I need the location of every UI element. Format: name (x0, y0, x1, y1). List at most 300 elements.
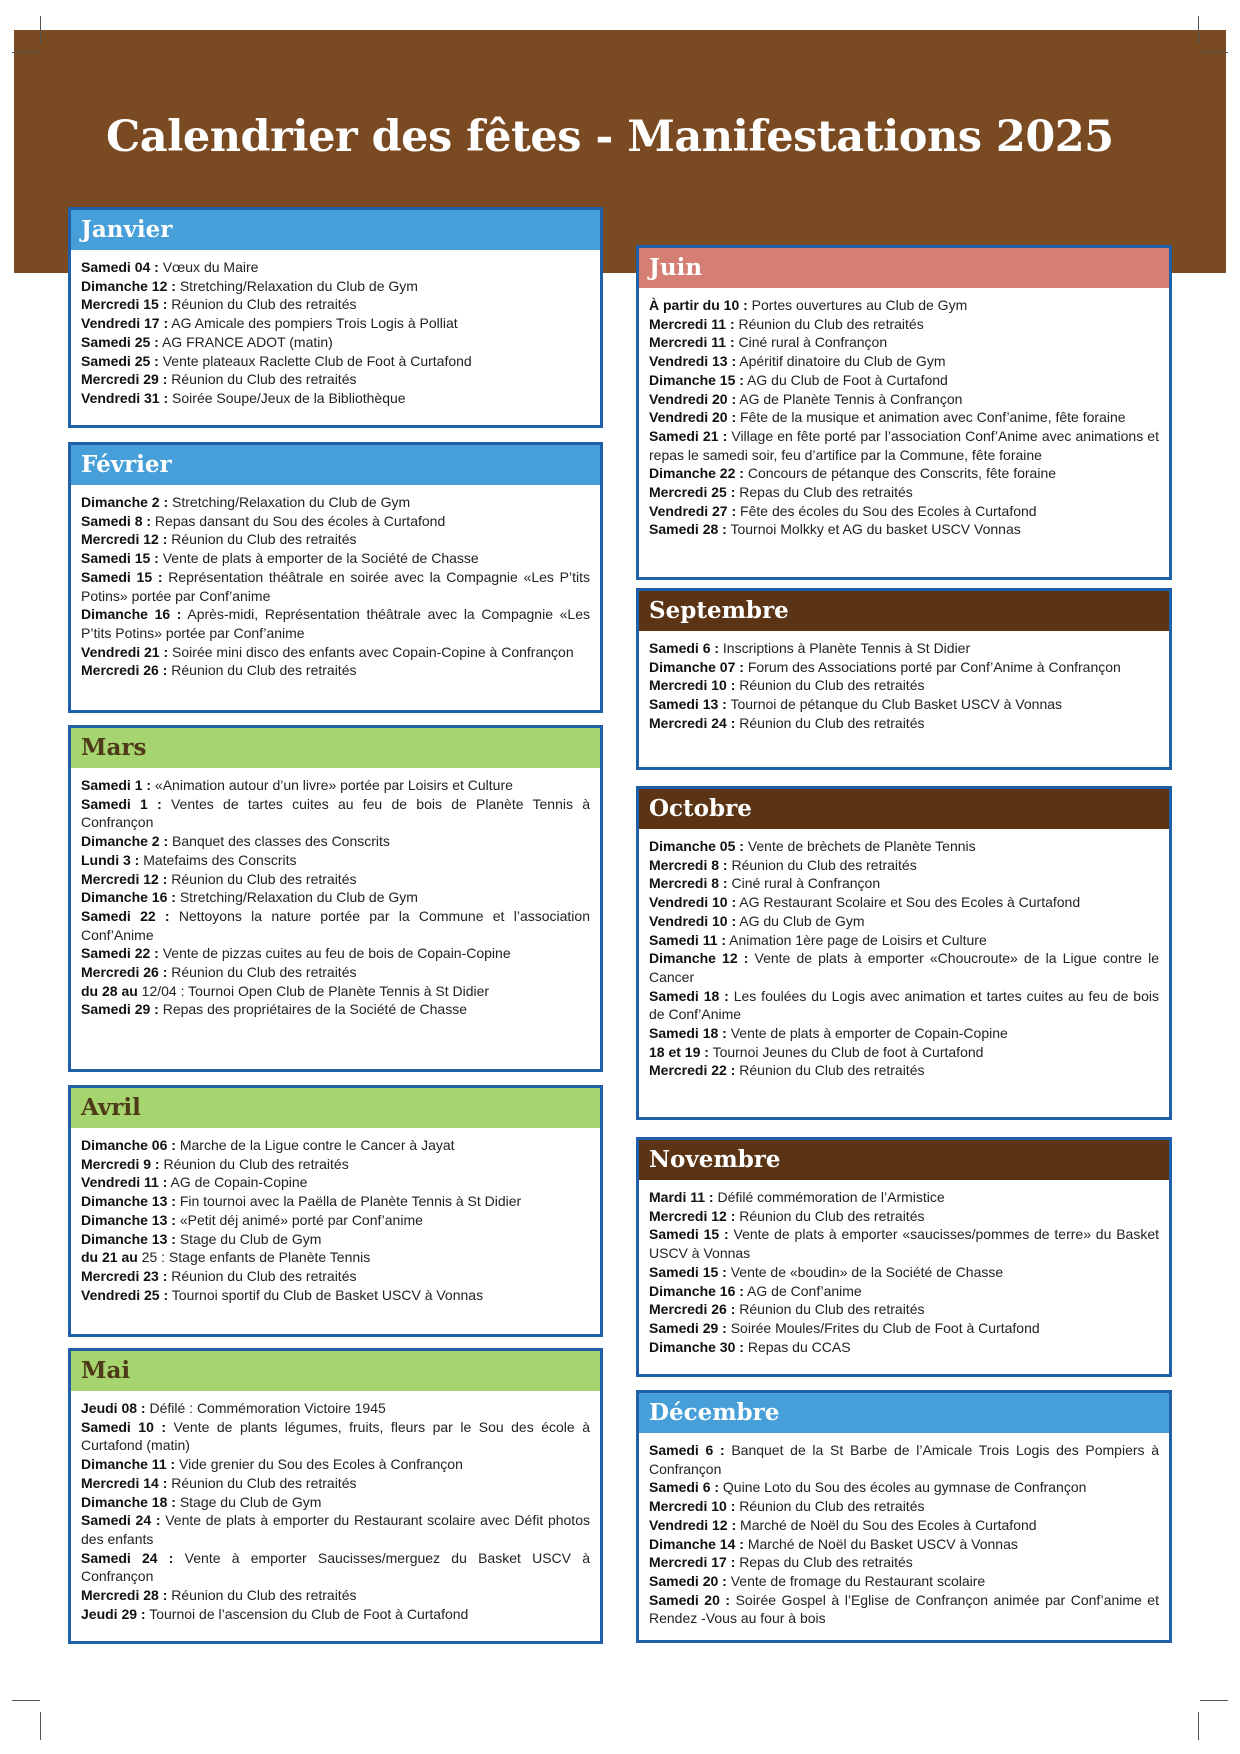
event-description: Tournoi de pétanque du Club Basket USCV à Vonnas (726, 696, 1063, 713)
event-item (81, 1418, 590, 1455)
event-description: Vente plateaux Raclette Club de Foot à Curtafond (158, 352, 472, 369)
month-header: Avril (71, 1088, 600, 1128)
event-day: Mercredi 28 : (81, 1587, 168, 1604)
event-day: Jeudi 29 : (81, 1605, 146, 1622)
event-day: Vendredi 11 : (81, 1174, 168, 1191)
month-header: Octobre (639, 789, 1169, 829)
event-day: Dimanche 12 : (649, 950, 749, 967)
event-item (649, 315, 1159, 334)
event-day: Dimanche 11 : (81, 1456, 176, 1473)
event-item (81, 333, 590, 352)
event-description: Réunion du Club des retraités (727, 856, 917, 873)
event-item (649, 464, 1159, 483)
event-day: Dimanche 2 : (81, 833, 169, 850)
event-description: Réunion du Club des retraités (167, 1587, 357, 1604)
event-item (649, 714, 1159, 733)
crop-mark (1200, 1700, 1228, 1701)
event-description: Soirée mini disco des enfants avec Copain-Copine à Confrançon (168, 643, 574, 660)
event-day: Samedi 22 : (81, 945, 159, 962)
event-day: Samedi 15 : (81, 568, 163, 585)
event-day: Dimanche 14 : (649, 1535, 744, 1552)
event-day: Mercredi 11 : (649, 334, 735, 351)
event-item (649, 483, 1159, 502)
event-day: Mercredi 10 : (649, 677, 736, 694)
event-day: Mercredi 15 : (81, 296, 168, 313)
event-item (81, 643, 590, 662)
event-item (649, 427, 1159, 464)
event-item (649, 352, 1159, 371)
crop-mark (40, 16, 41, 44)
event-description: Stretching/Relaxation du Club de Gym (175, 277, 418, 294)
event-day: Vendredi 31 : (81, 389, 169, 406)
event-description: Vente de plats à emporter de Copain-Copine (726, 1025, 1008, 1042)
event-day: Samedi 18 : (649, 1025, 727, 1042)
event-day: Samedi 28 : (649, 521, 727, 538)
event-item (81, 1399, 590, 1418)
event-item (649, 390, 1159, 409)
event-day: À partir du 10 : (649, 297, 748, 313)
event-description: Village en fête porté par l’association Conf’Anime avec animations et repas le samedi soir, feu d’artifice par la Commune, fête foraine (649, 427, 1159, 463)
event-description: Vente de fromage du Restaurant scolaire (726, 1572, 986, 1589)
month-header: Mars (71, 728, 600, 768)
event-description: Banquet de la St Barbe de l’Amicale Trois Logis des Pompiers à Confrançon (649, 1442, 1160, 1477)
event-item (649, 1061, 1159, 1080)
event-description: Marche de la Ligue contre le Cancer à Jayat (175, 1137, 455, 1153)
event-day: Vendredi 12 : (649, 1516, 737, 1533)
event-item (649, 1043, 1159, 1062)
event-day: Samedi 25 : (81, 352, 159, 369)
event-description: Réunion du Club des retraités (735, 1498, 925, 1515)
event-item (649, 502, 1159, 521)
event-day: Mercredi 22 : (649, 1062, 736, 1079)
event-description: Réunion du Club des retraités (167, 964, 357, 981)
event-item (649, 1478, 1159, 1497)
month-header: Juin (639, 248, 1169, 288)
event-list (71, 485, 600, 686)
month-box-septembre (636, 588, 1172, 770)
event-description: Ventes de tartes cuites au feu de bois de Planète Tennis à Confrançon (81, 795, 591, 831)
event-description: Vente de pizzas cuites au feu de bois de Copain-Copine (158, 945, 511, 962)
event-description: Réunion du Club des retraités (734, 315, 924, 332)
event-item (649, 1535, 1159, 1554)
event-description: Réunion du Club des retraités (735, 1301, 925, 1318)
event-day: Dimanche 13 : (81, 1211, 176, 1228)
event-item (81, 1192, 590, 1211)
event-description: Inscriptions à Planète Tennis à St Didier (719, 640, 971, 656)
crop-mark (40, 1712, 41, 1740)
event-item (649, 676, 1159, 695)
event-item (649, 1553, 1159, 1572)
event-list (639, 1433, 1169, 1634)
crop-mark (12, 52, 40, 53)
event-item (81, 1455, 590, 1474)
event-item (649, 520, 1159, 539)
event-item (81, 1230, 590, 1249)
event-list (639, 829, 1169, 1086)
month-box-janvier (68, 207, 603, 428)
event-day: Mercredi 12 : (649, 1207, 736, 1224)
event-item (81, 568, 590, 605)
event-day: Samedi 6 : (649, 1442, 725, 1458)
event-item (81, 888, 590, 907)
event-description: Vide grenier du Sou des Ecoles à Confrançon (175, 1456, 463, 1473)
event-day: Samedi 15 : (81, 550, 159, 567)
event-item (649, 1300, 1159, 1319)
event-day: Samedi 25 : (81, 333, 159, 350)
event-item (649, 1441, 1159, 1478)
event-description: «Petit déj animé» porté par Conf’anime (175, 1211, 423, 1228)
event-day: Mercredi 12 : (81, 870, 168, 887)
event-day: Samedi 29 : (649, 1319, 727, 1336)
event-day: Dimanche 22 : (649, 465, 744, 482)
event-item (81, 352, 590, 371)
event-day: Dimanche 18 : (81, 1493, 176, 1510)
event-description: AG du Club de Gym (736, 912, 865, 929)
event-description: Fin tournoi avec la Paëlla de Planète Tennis à St Didier (175, 1193, 522, 1210)
event-item (81, 1136, 590, 1155)
event-item (81, 1605, 590, 1624)
event-list (71, 768, 600, 1025)
month-box-octobre (636, 786, 1172, 1120)
event-description: Réunion du Club des retraités (167, 1474, 357, 1491)
event-item (649, 1225, 1159, 1262)
event-description: Représentation théâtrale en soirée avec la Compagnie «Les P’tits Potins» portée par Conf’anime (81, 568, 590, 604)
event-item (81, 1248, 590, 1267)
event-item (81, 258, 590, 277)
event-day: Mercredi 24 : (649, 714, 736, 731)
event-description: Repas des propriétaires de la Société de Chasse (158, 1001, 468, 1018)
event-day: Dimanche 13 : (81, 1193, 176, 1210)
event-item (81, 982, 590, 1001)
event-item (649, 695, 1159, 714)
event-day: Mercredi 25 : (649, 484, 736, 501)
event-day: Samedi 6 : (649, 640, 720, 656)
event-day: Vendredi 20 : (649, 390, 737, 407)
event-item (649, 856, 1159, 875)
event-item (649, 1024, 1159, 1043)
event-item (81, 1474, 590, 1493)
event-item (81, 832, 590, 851)
event-day: Mercredi 14 : (81, 1474, 168, 1491)
event-description: 25 : Stage enfants de Planète Tennis (137, 1249, 371, 1266)
month-box-juin (636, 245, 1172, 580)
event-item (81, 530, 590, 549)
event-day: Dimanche 07 : (649, 658, 744, 675)
event-day: Mercredi 29 : (81, 371, 168, 388)
event-list (639, 288, 1169, 545)
event-item (649, 371, 1159, 390)
event-day: Samedi 24 : (81, 1549, 174, 1566)
month-box-mai (68, 1348, 603, 1644)
event-item (649, 931, 1159, 950)
event-day: du 21 au (81, 1249, 138, 1266)
event-description: Forum des Associations porté par Conf’Anime à Confrançon (743, 658, 1121, 675)
event-description: Tournoi de l’ascension du Club de Foot à Curtafond (145, 1605, 469, 1622)
event-item (81, 851, 590, 870)
month-box-novembre (636, 1137, 1172, 1377)
event-item (81, 963, 590, 982)
event-day: Mercredi 23 : (81, 1267, 168, 1284)
event-description: Réunion du Club des retraités (735, 714, 925, 731)
event-day: Mercredi 11 : (649, 315, 735, 332)
event-description: Ciné rural à Confrançon (734, 334, 888, 351)
event-list (639, 631, 1169, 739)
event-description: Réunion du Club des retraités (167, 662, 357, 679)
event-day: Vendredi 17 : (81, 315, 169, 332)
event-description: AG de Copain-Copine (167, 1174, 308, 1191)
event-day: Samedi 13 : (649, 696, 727, 713)
event-description: Soirée Moules/Frites du Club de Foot à Curtafond (726, 1319, 1040, 1336)
event-day: Dimanche 16 : (649, 1282, 744, 1299)
event-day: Mardi 11 : (649, 1189, 714, 1205)
event-day: Vendredi 10 : (649, 894, 737, 911)
event-description: Vœux du Maire (158, 259, 259, 275)
event-description: Vente de plats à emporter du Restaurant scolaire avec Défit photos des enfants (81, 1512, 590, 1547)
month-header: Février (71, 445, 600, 485)
event-item (649, 893, 1159, 912)
event-item (81, 907, 590, 944)
event-day: Dimanche 12 : (81, 277, 176, 294)
event-day: Samedi 18 : (649, 987, 729, 1004)
event-item (649, 296, 1159, 315)
event-description: Réunion du Club des retraités (159, 1155, 349, 1172)
event-day: Vendredi 21 : (81, 643, 169, 660)
event-item (81, 1267, 590, 1286)
event-item (649, 333, 1159, 352)
event-item (81, 389, 590, 408)
event-description: «Animation autour d’un livre» portée par Loisirs et Culture (151, 777, 513, 793)
event-day: Samedi 04 : (81, 259, 159, 275)
event-item (649, 874, 1159, 893)
month-box-avril (68, 1085, 603, 1337)
event-day: Dimanche 15 : (649, 371, 744, 388)
event-item (81, 776, 590, 795)
event-day: Dimanche 2 : (81, 494, 169, 510)
event-item (81, 1286, 590, 1305)
event-item (81, 277, 590, 296)
event-item (81, 314, 590, 333)
event-description: Défilé commémoration de l’Armistice (713, 1189, 945, 1205)
month-header: Septembre (639, 591, 1169, 631)
event-day: Samedi 1 : (81, 795, 162, 812)
event-day: Mercredi 10 : (649, 1498, 736, 1515)
event-item (81, 1493, 590, 1512)
event-list (71, 250, 600, 414)
event-day: Vendredi 27 : (649, 502, 737, 519)
event-description: Réunion du Club des retraités (167, 870, 357, 887)
page-title: Calendrier des fêtes - Manifestations 2025 (106, 112, 1114, 162)
event-day: Samedi 21 : (649, 427, 728, 444)
event-description: Réunion du Club des retraités (167, 531, 357, 548)
event-item (649, 1572, 1159, 1591)
event-item (81, 1549, 590, 1586)
event-item (81, 295, 590, 314)
event-item (81, 1511, 590, 1548)
event-description: Repas dansant du Sou des écoles à Curtafond (151, 512, 446, 529)
event-day: Dimanche 05 : (649, 838, 744, 854)
event-description: Vente de «boudin» de la Société de Chasse (726, 1263, 1004, 1280)
event-item (649, 912, 1159, 931)
event-description: Vente de plats à emporter de la Société de Chasse (158, 550, 479, 567)
event-item (649, 658, 1159, 677)
event-item (81, 1173, 590, 1192)
event-day: Mercredi 8 : (649, 875, 728, 892)
event-description: Marché de Noël du Basket USCV à Vonnas (743, 1535, 1018, 1552)
event-item (649, 1207, 1159, 1226)
event-description: Fête de la musique et animation avec Conf’anime, fête foraine (736, 409, 1126, 426)
event-day: Mercredi 12 : (81, 531, 168, 548)
event-item (649, 1263, 1159, 1282)
event-day: Mercredi 26 : (81, 662, 168, 679)
event-day: Vendredi 13 : (649, 353, 737, 370)
month-header: Janvier (71, 210, 600, 250)
event-description: AG du Club de Foot à Curtafond (743, 371, 948, 388)
event-description: AG Restaurant Scolaire et Sou des Ecoles à Curtafond (736, 894, 1081, 911)
crop-mark (1198, 16, 1199, 44)
month-box-decembre (636, 1390, 1172, 1643)
event-description: Vente à emporter Saucisses/merguez du Basket USCV à Confrançon (81, 1549, 590, 1585)
month-header: Décembre (639, 1393, 1169, 1433)
event-item (81, 512, 590, 531)
event-list (639, 1180, 1169, 1362)
event-description: Stage du Club de Gym (175, 1230, 322, 1247)
event-description: Stretching/Relaxation du Club de Gym (175, 889, 418, 906)
event-description: AG Amicale des pompiers Trois Logis à Polliat (168, 315, 458, 332)
event-description: AG FRANCE ADOT (matin) (158, 333, 333, 350)
event-description: Fête des écoles du Sou des Ecoles à Curtafond (736, 502, 1037, 519)
event-description: Défilé : Commémoration Victoire 1945 (145, 1400, 386, 1416)
crop-mark (1198, 1712, 1199, 1740)
event-day: Samedi 29 : (81, 1001, 159, 1018)
event-day: Samedi 10 : (81, 1418, 167, 1435)
event-item (81, 1211, 590, 1230)
month-box-fevrier (68, 442, 603, 713)
event-day: Samedi 22 : (81, 907, 170, 924)
event-day: Vendredi 25 : (81, 1286, 169, 1303)
event-item (81, 795, 590, 832)
event-day: Samedi 20 : (649, 1591, 731, 1608)
event-description: Tournoi Jeunes du Club de foot à Curtafond (708, 1043, 984, 1060)
event-description: Réunion du Club des retraités (735, 1207, 925, 1224)
event-day: Vendredi 10 : (649, 912, 737, 929)
event-item (649, 949, 1159, 986)
event-day: Mercredi 26 : (81, 964, 168, 981)
event-description: Soirée Gospel à l’Eglise de Confrançon animée par Conf’anime et Rendez -Vous au four à bois (649, 1591, 1159, 1627)
event-item (81, 1000, 590, 1019)
event-day: Dimanche 30 : (649, 1338, 744, 1355)
event-description: Quine Loto du Sou des écoles au gymnase de Confrançon (719, 1479, 1087, 1496)
event-description: Matefaims des Conscrits (139, 851, 297, 868)
event-list (71, 1391, 600, 1629)
event-description: Ciné rural à Confrançon (727, 875, 881, 892)
event-description: Les foulées du Logis avec animation et tartes cuites au feu de bois de Conf’Anime (649, 987, 1159, 1023)
event-item (649, 639, 1159, 658)
event-day: Dimanche 06 : (81, 1137, 176, 1153)
event-description: Vente de brèchets de Planète Tennis (743, 838, 976, 854)
event-description: Repas du CCAS (743, 1338, 851, 1355)
event-description: Apéritif dinatoire du Club de Gym (736, 353, 946, 370)
event-description: Repas du Club des retraités (735, 1554, 913, 1571)
event-item (81, 661, 590, 680)
event-day: Samedi 20 : (649, 1572, 727, 1589)
event-item (649, 1188, 1159, 1207)
event-item (81, 605, 590, 642)
event-item (81, 1155, 590, 1174)
event-description: Stretching/Relaxation du Club de Gym (168, 494, 411, 510)
event-day: du 28 au (81, 982, 138, 999)
event-description: Tournoi sportif du Club de Basket USCV à Vonnas (168, 1286, 484, 1303)
event-description: Vente de plats à emporter «saucisses/pommes de terre» du Basket USCV à Vonnas (649, 1226, 1159, 1262)
event-item (81, 870, 590, 889)
event-day: Vendredi 20 : (649, 409, 737, 426)
event-description: Stage du Club de Gym (175, 1493, 322, 1510)
month-header: Novembre (639, 1140, 1169, 1180)
event-item (81, 370, 590, 389)
event-description: Réunion du Club des retraités (735, 1062, 925, 1079)
crop-mark (1200, 52, 1228, 53)
event-description: AG de Planète Tennis à Confrançon (736, 390, 963, 407)
event-day: Samedi 6 : (649, 1479, 720, 1496)
month-header: Mai (71, 1351, 600, 1391)
event-day: Jeudi 08 : (81, 1400, 146, 1416)
event-item (81, 1586, 590, 1605)
event-day: Mercredi 9 : (81, 1155, 160, 1172)
event-day: Dimanche 13 : (81, 1230, 176, 1247)
event-list (71, 1128, 600, 1310)
event-description: Marché de Noël du Sou des Ecoles à Curtafond (736, 1516, 1037, 1533)
event-item (649, 1591, 1159, 1628)
event-item (649, 1282, 1159, 1301)
event-day: Dimanche 16 : (81, 889, 176, 906)
event-description: Vente de plats à emporter «Choucroute» de la Ligue contre le Cancer (649, 950, 1159, 985)
event-day: 18 et 19 : (649, 1043, 709, 1060)
event-description: Réunion du Club des retraités (167, 296, 357, 313)
event-item (649, 1319, 1159, 1338)
event-day: Samedi 8 : (81, 512, 152, 529)
event-description: AG de Conf’anime (743, 1282, 862, 1299)
event-description: Après-midi, Représentation théâtrale avec la Compagnie «Les P’tits Potins» portée par Conf’anime (81, 606, 591, 641)
event-description: Réunion du Club des retraités (167, 1267, 357, 1284)
event-item (649, 1516, 1159, 1535)
event-day: Samedi 1 : (81, 777, 152, 793)
event-day: Samedi 24 : (81, 1512, 161, 1529)
event-day: Lundi 3 : (81, 851, 140, 868)
event-day: Samedi 15 : (649, 1226, 729, 1243)
event-item (649, 987, 1159, 1024)
event-description: Animation 1ère page de Loisirs et Culture (726, 931, 987, 948)
event-day: Samedi 11 : (649, 931, 727, 948)
event-item (649, 837, 1159, 856)
event-day: Samedi 15 : (649, 1263, 727, 1280)
event-day: Mercredi 26 : (649, 1301, 736, 1318)
event-item (649, 1497, 1159, 1516)
event-item (81, 493, 590, 512)
event-day: Mercredi 17 : (649, 1554, 736, 1571)
event-item (81, 549, 590, 568)
event-description: Banquet des classes des Conscrits (168, 833, 390, 850)
event-item (649, 408, 1159, 427)
event-description: Nettoyons la nature portée par la Commune et l’association Conf’Anime (81, 907, 590, 943)
month-box-mars (68, 725, 603, 1072)
event-description: 12/04 : Tournoi Open Club de Planète Tennis à St Didier (137, 982, 490, 999)
event-item (649, 1338, 1159, 1357)
event-item (81, 944, 590, 963)
event-description: Concours de pétanque des Conscrits, fête foraine (743, 465, 1057, 482)
event-day: Mercredi 8 : (649, 856, 728, 873)
event-description: Portes ouvertures au Club de Gym (747, 297, 968, 313)
event-description: Tournoi Molkky et AG du basket USCV Vonnas (726, 521, 1021, 538)
crop-mark (12, 1700, 40, 1701)
